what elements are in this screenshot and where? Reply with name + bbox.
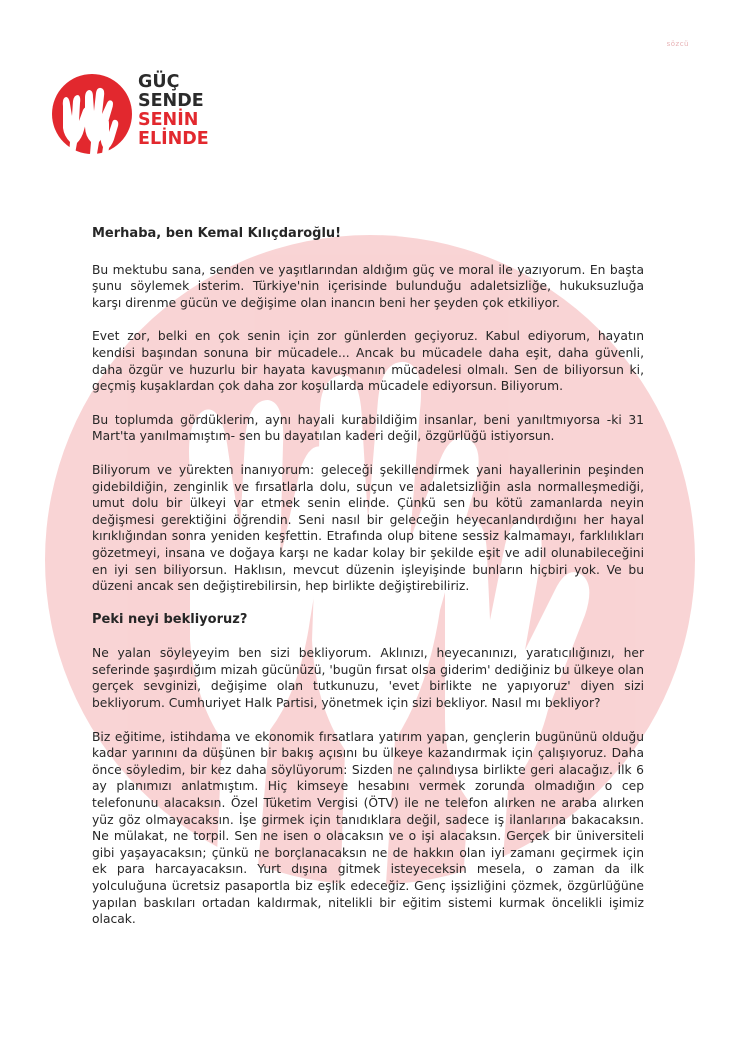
logo-wordmark <box>138 73 209 149</box>
letter-body <box>92 226 644 945</box>
logo-line-3: SENİN <box>138 110 199 130</box>
letter-paragraph: Bu mektubu sana, senden ve yaşıtlarından aldığım güç ve moral ile yazıyorum. En başta şunu söylemek isterim. Türkiye'nin içerisinde bulunduğu adaletsizliğe, hukuksuzluğa karşı direnme gücün ve değişime olan inancın beni her şeyden çok etkiliyor. <box>92 262 644 310</box>
letter-paragraph: Ne yalan söyleyeyim ben sizi bekliyorum. Aklınızı, heyecanınızı, yaratıcılığınızı, her seferinde şaşırdığım mizah gücünüzü, 'bugün fırsat olsa giderim' dediğiniz bu ülkeye olan gerçek sevginizi, değişime olan tutkunuzu, 'evet birlikte ne yapıyoruz' diyen sizi bekliyorum. Cumhuriyet Halk Partisi, yönetmek için sizi bekliyor. Nasıl mı bekliyor? <box>92 646 644 711</box>
letter-paragraph: Biz eğitime, istihdama ve ekonomik fırsatlara yatırım yapan, gençlerin bugününü olduğu kadar yarınını da düşünen bir bakış açısını bu ülkeye kazandırmak için çalışıyoruz. Daha önce söyledim, bir kez daha söylüyorum: Sizden ne çalındıysa birlikte geri alacağız. İlk 6 ay planımızı anlatmıştım. Hiç kimseye hesabını vermek zorunda olmadığın o cep telefonunu alacaksın. Özel Tüketim Vergisi (ÖTV) ile ne telefon alırken ne araba alırken yüz göz olmayacaksın. İşe girmek için tanıdıklara değil, sadece iş ilanlarına bakacaksın. Ne mülakat, ne torpil. Sen ne isen o olacaksın ve o işi alacaksın. Gerçek bir üniversiteli gibi yaşayacaksın; çünkü ne borçlanacaksın ne de hakkın olan iyi zamanı geçirmek için ek para harcayacaksın. Yurt dışına gitmek isteyeceksin mesela, o zaman da ilk yolculuğuna ücretsiz pasaportla biz eşlik edeceğiz. Genç işsizliğini çözmek, özgürlüğüne yapılan baskıları ortadan kaldırmak, nitelikli bir eğitim sistemi kurmak öncelikli işimiz olacak. <box>92 729 644 927</box>
letter-paragraph: Evet zor, belki en çok senin için zor günlerden geçiyoruz. Kabul ediyorum, hayatın kendisi başından sonuna bir mücadele... Ancak bu mücadele daha eşit, daha güvenli, daha özgür ve huzurlu bir hayata kavuşmanın mücadelesi olmalı. Sen de biliyorsun ki, geçmiş kuşaklardan çok daha zor koşullarda mücadele ediyorsun. Biliyorum. <box>92 329 644 394</box>
letter-subheading: Peki neyi bekliyoruz? <box>92 611 248 627</box>
campaign-logo <box>50 66 220 161</box>
logo-line-2: SENDE <box>138 91 204 111</box>
letter-greeting: Merhaba, ben Kemal Kılıçdaroğlu! <box>92 226 342 241</box>
logo-line-4: ELİNDE <box>138 129 209 149</box>
logo-line-1: GÜÇ <box>138 72 180 92</box>
letter-paragraph: Biliyorum ve yürekten inanıyorum: geleceği şekillendirmek yani hayallerinin peşinden gidebildiğin, zenginlik ve fırsatlarla dolu, suçun ve adaletsizliğin asla normalleşmediği, umut dolu bir ülkeyi var etmek senin elinde. Çünkü sen bu kötü zamanlarda neyin değişmesi gerektiğini öğrendin. Seni nasıl bir geleceğin heyecanlandırdığını her hayal kırıklığından sonra yeniden keşfettin. Etrafında olup bitene sessiz kalmamayı, farklılıkları gözetmeyi, insana ve doğaya karşı ne kadar kolay bir şekilde eşit ve adil olunabileceğini en iyi sen biliyorsun. Haklısın, mevcut düzenin işleyişinde bunların hiçbiri yok. Ve bu düzeni ancak sen değiştirebilirsin, hep birlikte değiştirebiliriz. <box>92 462 644 594</box>
corner-mark: sözcü <box>666 40 689 48</box>
letter-paragraph: Bu toplumda gördüklerim, aynı hayali kurabildiğim insanlar, beni yanıltmıyorsa -ki 31 Mart'ta yanılmamıştım- sen bu dayatılan kaderi değil, özgürlüğü istiyorsun. <box>92 412 644 444</box>
raised-hands-icon <box>50 66 134 158</box>
